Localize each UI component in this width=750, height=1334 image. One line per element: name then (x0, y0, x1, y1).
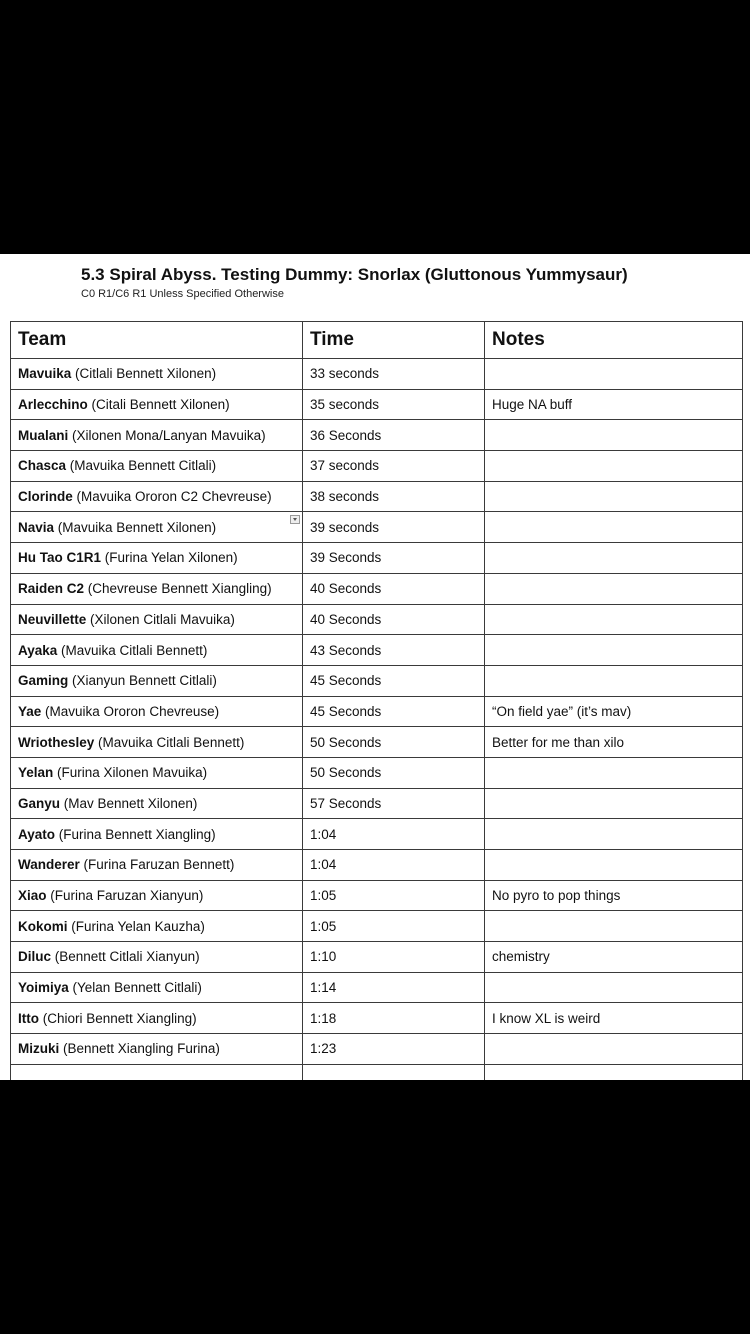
team-supports: (Xilonen Citlali Mavuika) (86, 611, 235, 627)
time-cell[interactable]: 35 seconds (303, 389, 485, 420)
team-main-dps: Mavuika (18, 366, 72, 382)
team-cell[interactable] (11, 880, 303, 911)
table-header-row (11, 322, 743, 359)
notes-cell[interactable] (485, 604, 743, 635)
team-supports: (Mav Bennett Xilonen) (60, 795, 198, 811)
team-supports: (Xilonen Mona/Lanyan Mavuika) (68, 427, 266, 443)
notes-cell[interactable] (485, 1034, 743, 1065)
time-cell[interactable]: 1:05 (303, 880, 485, 911)
team-cell[interactable] (11, 1064, 303, 1080)
table-row (11, 481, 743, 512)
time-cell[interactable]: 40 Seconds (303, 573, 485, 604)
column-header-team: Team (11, 322, 303, 359)
team-supports: (Citlali Bennett Xilonen) (71, 366, 217, 382)
team-supports: (Citali Bennett Xilonen) (87, 397, 230, 413)
time-cell[interactable]: 1:18 (303, 1003, 485, 1034)
team-cell[interactable] (11, 573, 303, 604)
team-supports: (Furina Xilonen Mavuika) (53, 765, 208, 781)
team-supports: (Furina Faruzan Bennett) (79, 857, 235, 873)
notes-cell[interactable] (485, 757, 743, 788)
notes-cell[interactable] (485, 819, 743, 850)
team-main-dps: Yae (18, 703, 42, 719)
team-supports: (Bennett Citlali Xianyun) (51, 949, 200, 965)
team-cell[interactable] (11, 512, 303, 543)
column-header-notes: Notes (485, 322, 743, 359)
team-main-dps: Wanderer (18, 857, 80, 873)
notes-cell[interactable] (485, 359, 743, 390)
team-supports: (Yelan Bennett Citlali) (68, 980, 202, 996)
time-cell[interactable]: 38 seconds (303, 481, 485, 512)
notes-cell[interactable] (485, 573, 743, 604)
table-row (11, 696, 743, 727)
team-cell[interactable] (11, 481, 303, 512)
notes-cell[interactable]: chemistry (485, 942, 743, 973)
notes-cell[interactable] (485, 635, 743, 666)
notes-cell[interactable] (485, 850, 743, 881)
notes-cell[interactable] (485, 788, 743, 819)
team-main-dps: Xiao (18, 888, 47, 904)
time-cell[interactable]: 57 Seconds (303, 788, 485, 819)
team-cell[interactable] (11, 665, 303, 696)
team-cell[interactable] (11, 543, 303, 574)
table-row (11, 850, 743, 881)
notes-cell[interactable] (485, 543, 743, 574)
time-cell[interactable]: 40 Seconds (303, 604, 485, 635)
time-cell[interactable]: 36 Seconds (303, 420, 485, 451)
table-row (11, 819, 743, 850)
team-cell[interactable] (11, 850, 303, 881)
table-row (11, 420, 743, 451)
notes-cell[interactable]: No pyro to pop things (485, 880, 743, 911)
column-header-time: Time (303, 322, 485, 359)
table-row (11, 880, 743, 911)
notes-cell[interactable]: “On field yae” (it’s mav) (485, 696, 743, 727)
team-main-dps: Wriothesley (18, 734, 95, 750)
team-cell[interactable] (11, 359, 303, 390)
team-main-dps: Gaming (18, 673, 69, 689)
team-cell[interactable] (11, 788, 303, 819)
time-cell[interactable]: 39 Seconds (303, 543, 485, 574)
team-cell[interactable] (11, 942, 303, 973)
cell-dropdown-icon[interactable] (290, 515, 300, 524)
table-row (11, 573, 743, 604)
team-supports: (Bennett Xiangling Furina) (59, 1041, 220, 1057)
team-supports: (Chevreuse Bennett Xiangling) (84, 581, 272, 597)
time-cell[interactable]: 45 Seconds (303, 696, 485, 727)
team-main-dps: Hu Tao C1R1 (18, 550, 102, 566)
table-row (11, 389, 743, 420)
time-cell[interactable]: 1:05 (303, 911, 485, 942)
table-row (11, 1003, 743, 1034)
team-cell[interactable] (11, 451, 303, 482)
time-cell[interactable]: 1:04 (303, 850, 485, 881)
time-cell[interactable]: 43 Seconds (303, 635, 485, 666)
time-cell[interactable] (303, 1064, 485, 1080)
table-row (11, 635, 743, 666)
notes-cell[interactable]: Huge NA buff (485, 389, 743, 420)
table-row (11, 512, 743, 543)
notes-cell[interactable] (485, 665, 743, 696)
time-cell[interactable]: 37 seconds (303, 451, 485, 482)
table-row (11, 788, 743, 819)
team-cell[interactable] (11, 727, 303, 758)
team-supports: (Furina Bennett Xiangling) (55, 826, 216, 842)
team-supports: (Mavuika Citlali Bennett) (94, 734, 245, 750)
notes-cell[interactable] (485, 972, 743, 1003)
team-main-dps: Yoimiya (18, 980, 69, 996)
table-row (11, 942, 743, 973)
time-cell[interactable]: 1:14 (303, 972, 485, 1003)
table-row (11, 665, 743, 696)
team-main-dps: Clorinde (18, 489, 73, 505)
team-cell[interactable] (11, 389, 303, 420)
team-supports: (Furina Yelan Kauzha) (67, 918, 205, 934)
table-row (11, 757, 743, 788)
team-supports: (Furina Faruzan Xianyun) (46, 888, 204, 904)
table-row (11, 359, 743, 390)
team-main-dps: Ayaka (18, 642, 58, 658)
team-main-dps: Mizuki (18, 1041, 60, 1057)
team-supports: (Mavuika Ororon C2 Chevreuse) (72, 489, 272, 505)
team-cell[interactable] (11, 1034, 303, 1065)
document-subtitle: C0 R1/C6 R1 Unless Specified Otherwise (81, 288, 284, 300)
table-row (11, 727, 743, 758)
time-cell[interactable]: 1:04 (303, 819, 485, 850)
notes-cell[interactable]: Better for me than xilo (485, 727, 743, 758)
team-cell[interactable] (11, 696, 303, 727)
team-cell[interactable] (11, 420, 303, 451)
document-title: 5.3 Spiral Abyss. Testing Dummy: Snorlax (Gluttonous Yummysaur) (81, 265, 628, 284)
team-main-dps: Diluc (18, 949, 52, 965)
team-main-dps: Yelan (18, 765, 54, 781)
table-row (11, 451, 743, 482)
time-cell[interactable]: 33 seconds (303, 359, 485, 390)
team-main-dps: Arlecchino (18, 397, 88, 413)
time-cell[interactable]: 1:23 (303, 1034, 485, 1065)
team-cell[interactable] (11, 819, 303, 850)
time-cell[interactable]: 50 Seconds (303, 727, 485, 758)
team-main-dps: Mualani (18, 427, 69, 443)
notes-cell[interactable] (485, 451, 743, 482)
notes-cell[interactable] (485, 420, 743, 451)
team-supports: (Furina Yelan Xilonen) (101, 550, 238, 566)
notes-cell[interactable] (485, 512, 743, 543)
table-row (11, 911, 743, 942)
notes-cell[interactable] (485, 911, 743, 942)
team-main-dps: Itto (18, 1010, 39, 1026)
team-cell[interactable] (11, 635, 303, 666)
team-main-dps: Ganyu (18, 795, 61, 811)
time-cell[interactable]: 50 Seconds (303, 757, 485, 788)
team-main-dps: Kokomi (18, 918, 68, 934)
team-cell[interactable] (11, 1003, 303, 1034)
team-supports: (Chiori Bennett Xiangling) (39, 1010, 197, 1026)
notes-cell[interactable]: I know XL is weird (485, 1003, 743, 1034)
table-row (11, 1034, 743, 1065)
team-main-dps: Navia (18, 519, 55, 535)
team-cell[interactable] (11, 972, 303, 1003)
table-row (11, 604, 743, 635)
document-page (0, 254, 750, 1080)
table-row (11, 1064, 743, 1080)
time-cell[interactable]: 45 Seconds (303, 665, 485, 696)
team-main-dps: Neuvillette (18, 611, 87, 627)
notes-cell[interactable] (485, 1064, 743, 1080)
team-supports: (Xianyun Bennett Citlali) (68, 673, 217, 689)
team-main-dps: Ayato (18, 826, 56, 842)
notes-cell[interactable] (485, 481, 743, 512)
time-cell[interactable]: 39 seconds (303, 512, 485, 543)
team-supports: (Mavuika Citlali Bennett) (57, 642, 208, 658)
team-supports: (Mavuika Bennett Citlali) (66, 458, 217, 474)
team-main-dps: Chasca (18, 458, 67, 474)
team-cell[interactable] (11, 757, 303, 788)
team-main-dps: Raiden C2 (18, 581, 85, 597)
team-cell[interactable] (11, 604, 303, 635)
team-cell[interactable] (11, 911, 303, 942)
time-cell[interactable]: 1:10 (303, 942, 485, 973)
team-supports: (Mavuika Bennett Xilonen) (54, 519, 217, 535)
results-table (10, 321, 743, 1080)
table-row (11, 543, 743, 574)
table-row (11, 972, 743, 1003)
team-supports: (Mavuika Ororon Chevreuse) (41, 703, 220, 719)
